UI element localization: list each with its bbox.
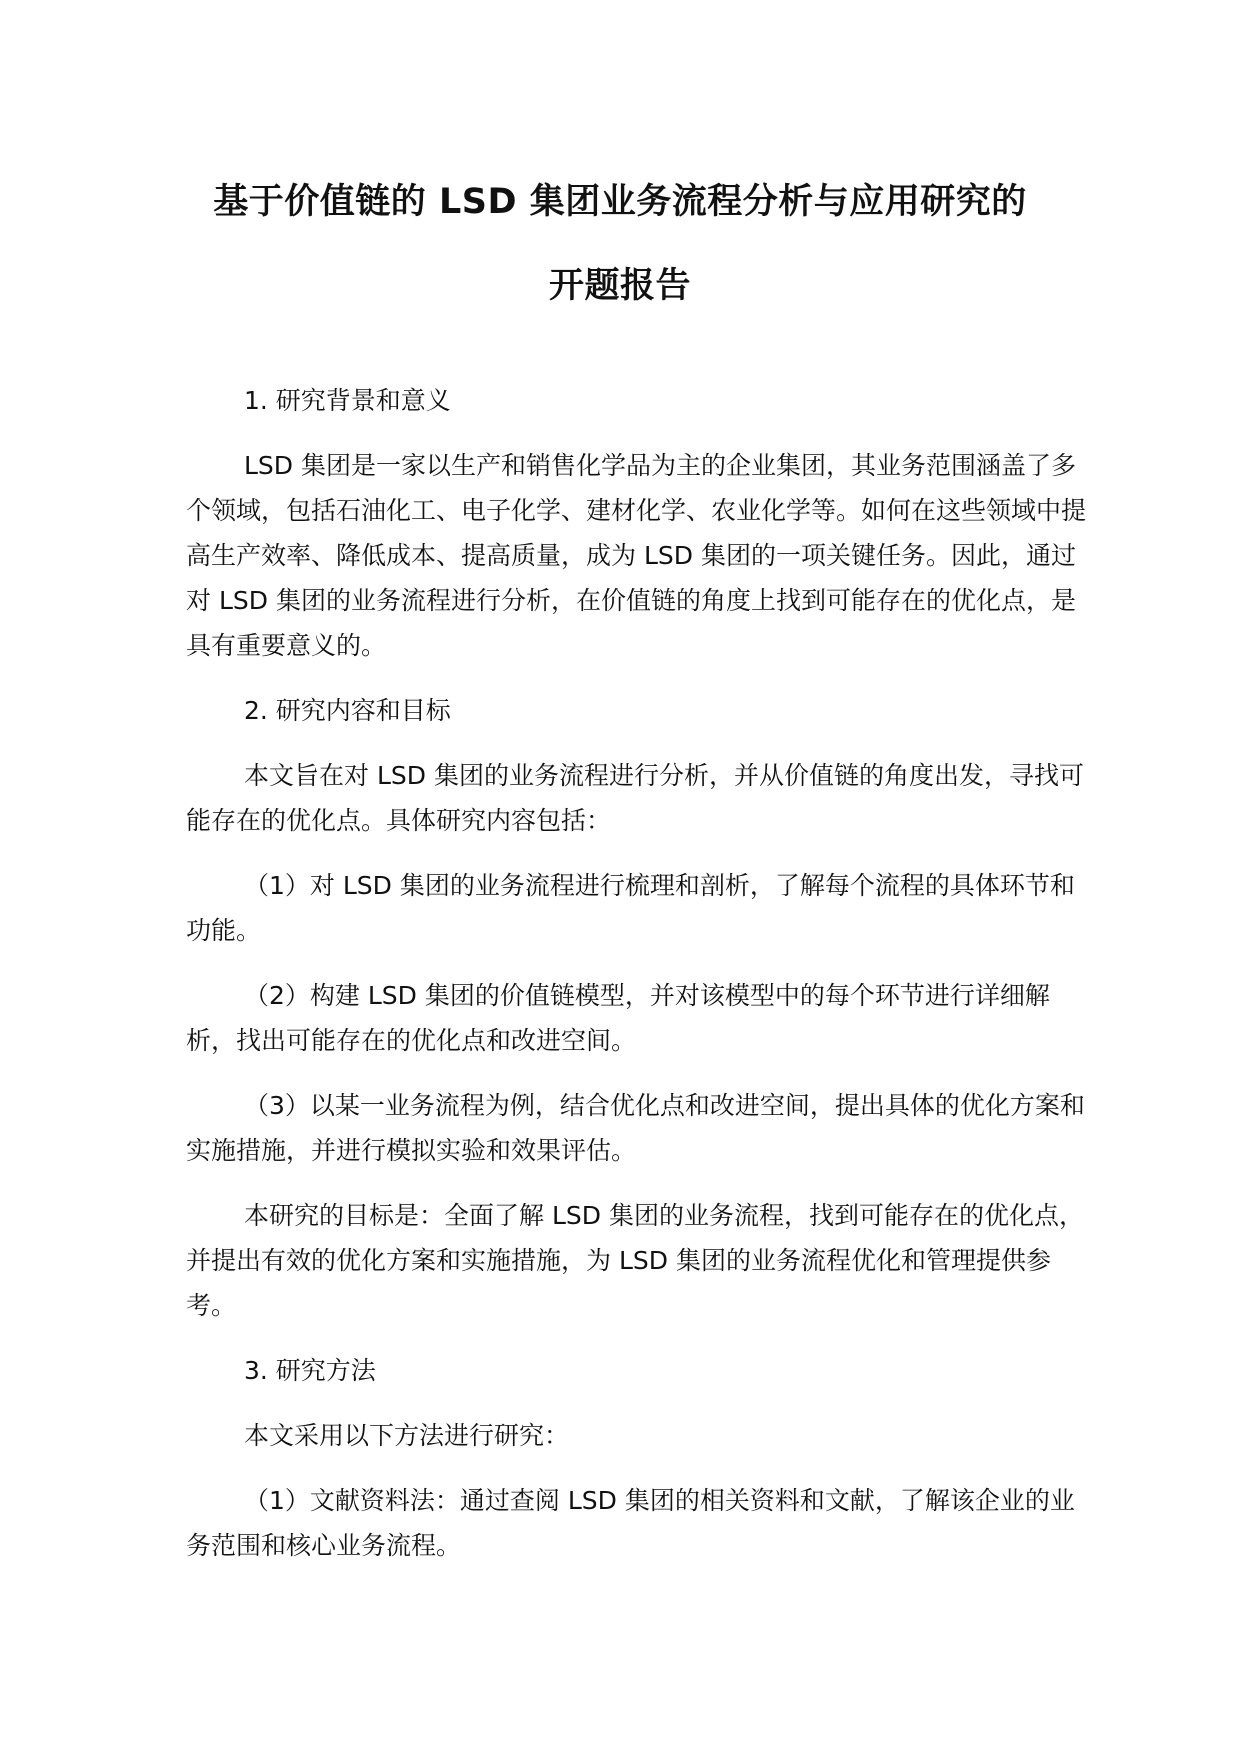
section-2-item-2: （2）构建 LSD 集团的价值链模型，并对该模型中的每个环节进行详细解析，找出可能存在的优化点和改进空间。 [186, 981, 1050, 1055]
section-3-item-1: （1）文献资料法：通过查阅 LSD 集团的相关资料和文献，了解该企业的业务范围和核心业务流程。 [186, 1486, 1075, 1560]
section-2-intro: 本文旨在对 LSD 集团的业务流程进行分析，并从价值链的角度出发，寻找可能存在的优化点。具体研究内容包括： [186, 761, 1084, 835]
section-1-heading: 1. 研究背景和意义 [244, 386, 451, 415]
section-2-item-1: （1）对 LSD 集团的业务流程进行梳理和剖析，了解每个流程的具体环节和功能。 [186, 871, 1075, 945]
section-2-goal: 本研究的目标是：全面了解 LSD 集团的业务流程，找到可能存在的优化点，并提出有效的优化方案和实施措施，为 LSD 集团的业务流程优化和管理提供参考。 [186, 1201, 1084, 1320]
section-2-heading: 2. 研究内容和目标 [244, 696, 451, 725]
section-2-item-3: （3）以某一业务流程为例，结合优化点和改进空间，提出具体的优化方案和实施措施，并进行模拟实验和效果评估。 [186, 1091, 1085, 1165]
document-title-line-1: 基于价值链的 LSD 集团业务流程分析与应用研究的 [213, 182, 1027, 222]
section-3-heading: 3. 研究方法 [244, 1356, 376, 1385]
document-body [186, 378, 1086, 1588]
document-title-line-2: 开题报告 [548, 266, 691, 306]
section-3-intro: 本文采用以下方法进行研究： [244, 1421, 570, 1450]
section-1-paragraph: LSD 集团是一家以生产和销售化学品为主的企业集团，其业务范围涵盖了多个领域，包括石油化工、电子化学、建材化学、农业化学等。如何在这些领域中提高生产效率、降低成本、提高质量，成为 LSD 集团的一项关键任务。因此，通过对 LSD 集团的业务流程进行分析，在价值链的角度上找到可能存在的优化点，是具有重要意义的。 [186, 451, 1087, 660]
